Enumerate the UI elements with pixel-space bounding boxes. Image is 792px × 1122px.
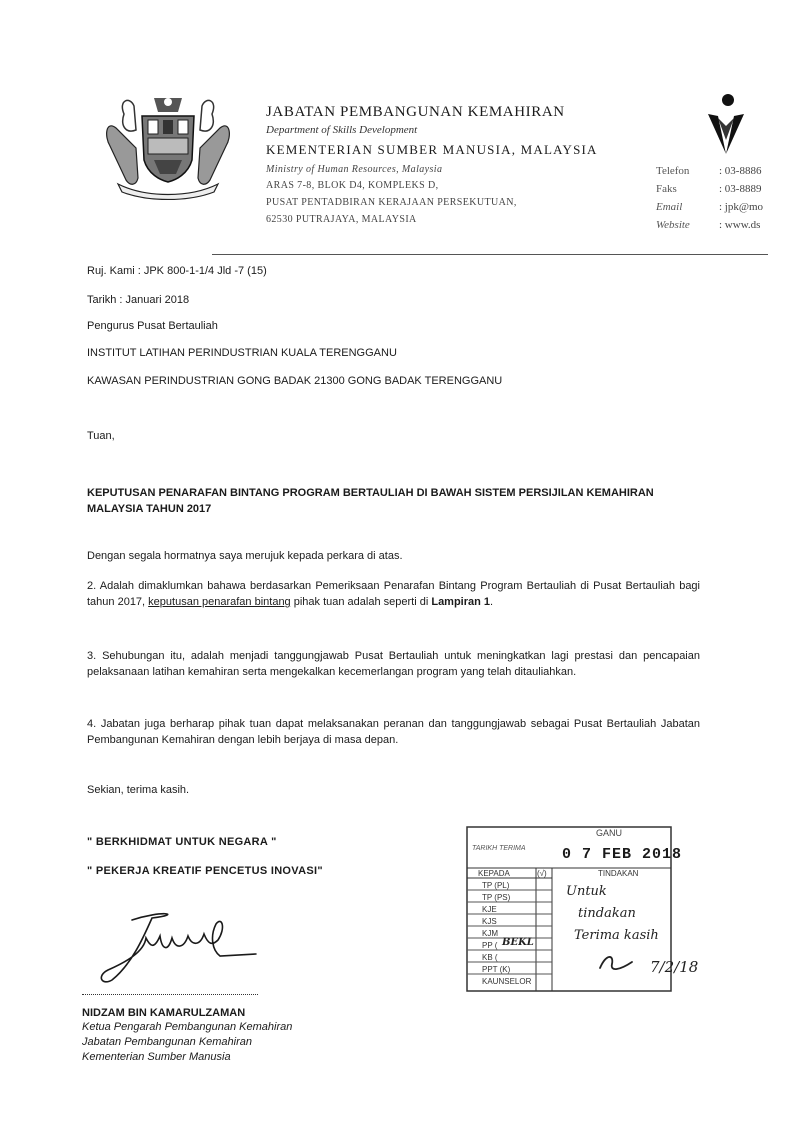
address-line-2: PUSAT PENTADBIRAN KERAJAAN PERSEKUTUAN, xyxy=(266,197,517,208)
letter-date: Tarikh : Januari 2018 xyxy=(87,294,190,306)
department-logo-icon xyxy=(704,92,748,160)
handwritten-date: 7/2/18 xyxy=(650,958,699,976)
contact-phone-label: Telefon xyxy=(656,165,690,177)
contact-phone-value: : 03-8886 xyxy=(719,165,762,177)
stamp-row-kjs: KJS xyxy=(482,917,497,926)
stamp-row-kaunselor: KAUNSELOR xyxy=(482,977,532,986)
motto-1: " BERKHIDMAT UNTUK NEGARA " xyxy=(87,836,277,848)
stamp-date: 0 7 FEB 2018 xyxy=(562,846,683,863)
reference-number: Ruj. Kami : JPK 800-1-1/4 Jld -7 (15) xyxy=(87,265,267,277)
address-line-1: ARAS 7-8, BLOK D4, KOMPLEKS D, xyxy=(266,180,439,191)
contact-website-label: Website xyxy=(656,219,690,231)
stamp-row-kb: KB ( xyxy=(482,953,498,962)
paragraph-2-underlined: keputusan penarafan bintang xyxy=(148,596,291,608)
paragraph-4: 4. Jabatan juga berharap pihak tuan dapat melaksanakan peranan dan tanggungjawab sebagai Pusat Bertauliah Jabatan Pembangunan Kemahiran dengan lebih berjaya di masa depan. xyxy=(87,718,700,746)
recipient-line-1: Pengurus Pusat Bertauliah xyxy=(87,320,218,332)
paragraph-2-end: . xyxy=(490,596,494,608)
stamp-received-label: TARIKH TERIMA xyxy=(472,845,526,852)
signatory-name: NIDZAM BIN KAMARULZAMAN xyxy=(82,1007,246,1019)
stamp-col-kepada: KEPADA xyxy=(478,869,510,878)
department-english-name: Department of Skills Development xyxy=(266,124,418,136)
handwritten-initial xyxy=(596,950,636,976)
handwritten-note-2: tindakan xyxy=(578,906,636,921)
handwritten-signature xyxy=(92,906,262,992)
stamp-row-pp: PP ( xyxy=(482,941,498,950)
paragraph-2-text: 2. Adalah dimaklumkan bahawa berdasarkan Pemeriksaan Penarafan Bintang Program Bertauliah di Pusat Bertauliah bagi tahun 2017, xyxy=(87,580,700,608)
contact-fax-value: : 03-8889 xyxy=(719,183,762,195)
stamp-row-ppt: PPT (K) xyxy=(482,965,511,974)
paragraph-2 xyxy=(87,578,700,610)
signature-line xyxy=(82,994,258,995)
letter-subject: KEPUTUSAN PENARAFAN BINTANG PROGRAM BERTAULIAH DI BAWAH SISTEM PERSIJILAN KEMAHIRAN MALAYSIA TAHUN 2017 xyxy=(87,487,654,515)
address-line-3: 62530 PUTRAJAYA, MALAYSIA xyxy=(266,214,417,225)
header-divider xyxy=(212,254,768,255)
paragraph-3: 3. Sehubungan itu, adalah menjadi tanggungjawab Pusat Bertauliah untuk meningkatkan lagi prestasi dan pencapaian pelaksanaan latihan kemahiran serta mengekalkan kecemerlangan program yang telah ditauliahkan. xyxy=(87,650,700,678)
stamp-col-tindakan: TINDAKAN xyxy=(598,869,639,878)
handwritten-note-1: Untuk xyxy=(566,884,607,899)
ministry-title: KEMENTERIAN SUMBER MANUSIA, MALAYSIA xyxy=(266,142,598,157)
signatory-ministry: Kementerian Sumber Manusia xyxy=(82,1051,231,1063)
opening-paragraph: Dengan segala hormatnya saya merujuk kepada perkara di atas. xyxy=(87,550,403,562)
stamp-col-tick: (√) xyxy=(537,869,547,878)
signatory-department: Jabatan Pembangunan Kemahiran xyxy=(82,1036,253,1048)
stamp-top-text: GANU xyxy=(596,828,623,838)
stamp-row-tp-pl: TP (PL) xyxy=(482,881,510,890)
recipient-line-3: KAWASAN PERINDUSTRIAN GONG BADAK 21300 GONG BADAK TERENGGANU xyxy=(87,375,503,387)
contact-fax-label: Faks xyxy=(656,183,677,195)
contact-email-label: Email xyxy=(656,201,683,213)
recipient-line-2: INSTITUT LATIHAN PERINDUSTRIAN KUALA TERENGGANU xyxy=(87,347,397,359)
stamp-row-kje: KJE xyxy=(482,905,497,914)
stamp-pp-note: BEKL xyxy=(502,937,534,948)
stamp-row-kjm: KJM xyxy=(482,929,498,938)
stamp-row-tp-ps: TP (PS) xyxy=(482,893,511,902)
signatory-position: Ketua Pengarah Pembangunan Kemahiran xyxy=(82,1021,293,1033)
closing-line: Sekian, terima kasih. xyxy=(87,784,190,796)
ministry-english-name: Ministry of Human Resources, Malaysia xyxy=(266,164,443,175)
salutation: Tuan, xyxy=(87,430,115,442)
coat-of-arms-emblem xyxy=(96,90,240,200)
contact-website-value: : www.ds xyxy=(719,219,761,231)
department-title: JABATAN PEMBANGUNAN KEMAHIRAN xyxy=(266,104,565,120)
contact-email-value: : jpk@mo xyxy=(719,201,764,213)
paragraph-2-text-cont: pihak tuan adalah seperti di xyxy=(290,596,432,608)
appendix-reference: Lampiran 1 xyxy=(431,596,491,608)
motto-2: " PEKERJA KREATIF PENCETUS INOVASI" xyxy=(87,865,323,877)
handwritten-note-3: Terima kasih xyxy=(574,928,659,943)
